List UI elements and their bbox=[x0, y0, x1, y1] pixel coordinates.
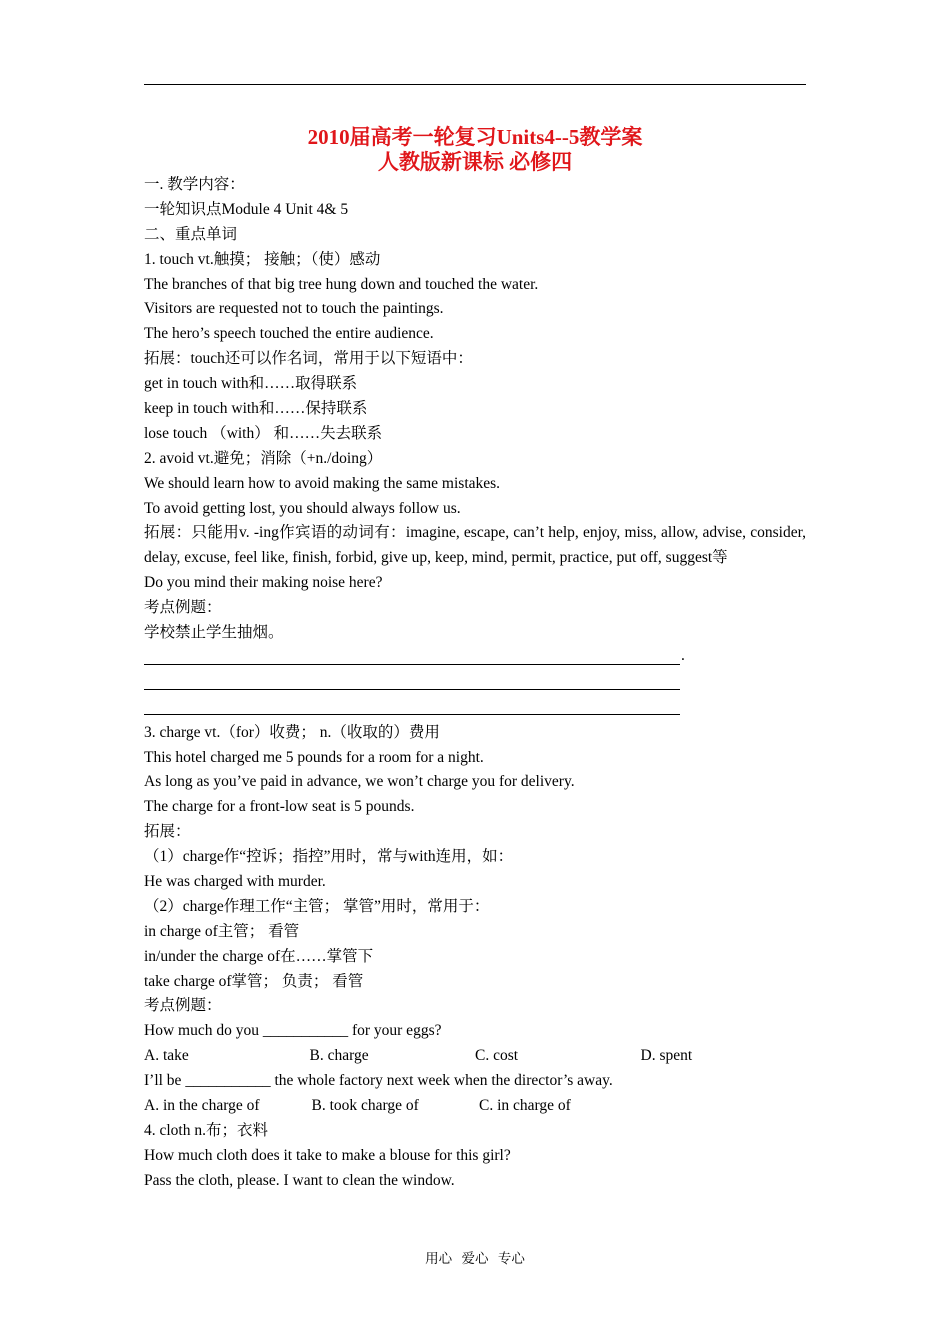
example-sentence: This hotel charged me 5 pounds for a room for a night. bbox=[144, 748, 484, 766]
option-c[interactable]: C. cost bbox=[475, 1047, 519, 1065]
option-a[interactable]: A. take bbox=[144, 1047, 189, 1065]
section-heading: 二、重点单词 bbox=[144, 225, 238, 243]
option-d[interactable]: D. spent bbox=[640, 1047, 693, 1065]
phrase-item: take charge of掌管； 负责； 看管 bbox=[144, 972, 364, 990]
phrase-item: in charge of主管； 看管 bbox=[144, 922, 300, 940]
option-b[interactable]: B. charge bbox=[309, 1047, 369, 1065]
question-1: How much do you ___________ for your eggs? bbox=[144, 1022, 442, 1040]
question-2-options bbox=[144, 1094, 806, 1119]
example-sentence: To avoid getting lost, you should always follow us. bbox=[144, 499, 461, 517]
vocab-entry-avoid: 2. avoid vt.避免；消除（+n./doing） bbox=[144, 449, 383, 467]
document-title: 2010届高考一轮复习Units4--5教学案 bbox=[307, 125, 643, 149]
phrase-item: lose touch （with） 和……失去联系 bbox=[144, 424, 383, 442]
extension-paragraph: 拓展：只能用v. -ing作宾语的动词有：imagine, escape, can’t help, enjoy, miss, allow, advise, consider, delay, excuse, feel like, finish, forbid, give up, keep, mind, permit, practice, put off, suggest等 bbox=[144, 524, 806, 567]
phrase-item: get in touch with和……取得联系 bbox=[144, 375, 358, 393]
question-2: I’ll be ___________ the whole factory next week when the director’s away. bbox=[144, 1072, 613, 1090]
answer-blank-line[interactable] bbox=[144, 646, 806, 671]
example-sentence: As long as you’ve paid in advance, we won’t charge you for delivery. bbox=[144, 773, 575, 791]
question-1-options bbox=[144, 1044, 806, 1069]
extension-item: （1）charge作“控诉；指控”用时，常与with连用，如： bbox=[144, 848, 514, 866]
example-sentence: Do you mind their making noise here? bbox=[144, 574, 383, 592]
option-b[interactable]: B. took charge of bbox=[311, 1096, 419, 1114]
exercise-prompt: 学校禁止学生抽烟。 bbox=[144, 624, 284, 642]
option-a[interactable]: A. in the charge of bbox=[144, 1096, 260, 1114]
answer-blank-line[interactable] bbox=[144, 671, 806, 696]
exercise-heading: 考点例题： bbox=[144, 997, 222, 1015]
example-sentence: How much cloth does it take to make a blouse for this girl? bbox=[144, 1146, 511, 1164]
header-rule bbox=[144, 84, 806, 85]
section-heading: 一. 教学内容： bbox=[144, 176, 245, 193]
exercise-heading: 考点例题： bbox=[144, 599, 222, 617]
document-body bbox=[144, 173, 806, 1194]
answer-blank-line[interactable] bbox=[144, 696, 806, 721]
page-footer: 用心 爱心 专心 bbox=[425, 1251, 525, 1266]
example-sentence: Visitors are requested not to touch the paintings. bbox=[144, 300, 444, 318]
document-subtitle: 人教版新课标 必修四 bbox=[377, 150, 573, 174]
vocab-entry-charge: 3. charge vt.（for）收费； n.（收取的）费用 bbox=[144, 723, 440, 741]
extension-note: 拓展：touch还可以作名词，常用于以下短语中： bbox=[144, 350, 473, 368]
extension-note: 拓展： bbox=[144, 823, 191, 841]
example-sentence: The charge for a front-low seat is 5 pounds. bbox=[144, 798, 415, 816]
vocab-entry-touch: 1. touch vt.触摸； 接触；（使）感动 bbox=[144, 250, 381, 268]
example-sentence: He was charged with murder. bbox=[144, 872, 326, 890]
phrase-item: keep in touch with和……保持联系 bbox=[144, 400, 368, 418]
example-sentence: The branches of that big tree hung down and touched the water. bbox=[144, 275, 539, 293]
vocab-entry-cloth: 4. cloth n.布；衣料 bbox=[144, 1121, 268, 1139]
extension-item: （2）charge作理工作“主管； 掌管”用时，常用于： bbox=[144, 897, 490, 915]
body-line: 一轮知识点Module 4 Unit 4& 5 bbox=[144, 200, 349, 218]
example-sentence: Pass the cloth, please. I want to clean the window. bbox=[144, 1171, 455, 1189]
example-sentence: The hero’s speech touched the entire audience. bbox=[144, 325, 434, 343]
option-c[interactable]: C. in charge of bbox=[479, 1096, 571, 1114]
example-sentence: We should learn how to avoid making the same mistakes. bbox=[144, 474, 501, 492]
phrase-item: in/under the charge of在……掌管下 bbox=[144, 947, 374, 965]
answer-blank-period: . bbox=[681, 646, 685, 664]
